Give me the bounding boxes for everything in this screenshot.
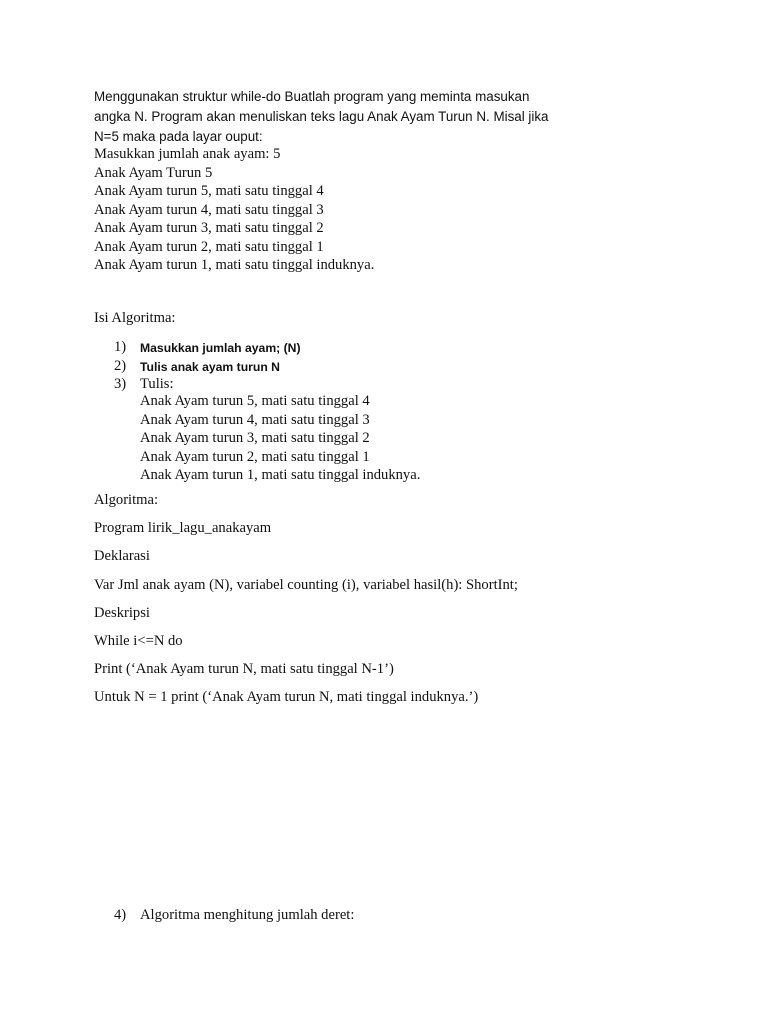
step3-line-1: Anak Ayam turun 5, mati satu tinggal 4 [140, 393, 370, 409]
deklarasi-heading: Deklarasi [94, 548, 150, 564]
deskripsi-heading: Deskripsi [94, 605, 150, 621]
program-line: Program lirik_lagu_anakayam [94, 520, 272, 536]
output-line-1: Masukkan jumlah anak ayam: 5 [94, 146, 281, 162]
list-number: 4) [114, 907, 127, 923]
list-number: 3) [114, 376, 127, 392]
list-item-text: Tulis: [140, 376, 174, 392]
step3-line-2: Anak Ayam turun 4, mati satu tinggal 3 [140, 411, 370, 428]
output-line-3: Anak Ayam turun 5, mati satu tinggal 4 [94, 183, 324, 199]
list-item-text: Masukkan jumlah ayam; (N) [140, 341, 301, 355]
step3-line-3: Anak Ayam turun 3, mati satu tinggal 2 [140, 430, 370, 446]
isi-algoritma-heading: Isi Algoritma: [94, 310, 176, 326]
list-item-text: Algoritma menghitung jumlah deret: [140, 907, 355, 923]
intro-paragraph [94, 87, 614, 147]
intro-line-1: Menggunakan struktur while-do Buatlah program yang meminta masukan [94, 89, 530, 104]
example-output [94, 145, 374, 275]
output-line-7: Anak Ayam turun 1, mati satu tinggal induknya. [94, 257, 375, 273]
untuk-line: Untuk N = 1 print (‘Anak Ayam turun N, mati tinggal induknya.’) [94, 689, 479, 705]
print-line: Print (‘Anak Ayam turun N, mati satu tinggal N-1’) [94, 661, 394, 677]
output-line-5: Anak Ayam turun 3, mati satu tinggal 2 [94, 220, 324, 236]
output-line-2: Anak Ayam Turun 5 [94, 164, 213, 181]
intro-line-3: N=5 maka pada layar ouput: [94, 129, 263, 144]
intro-line-2: angka N. Program akan menuliskan teks lagu Anak Ayam Turun N. Misal jika [94, 109, 549, 124]
step3-line-5: Anak Ayam turun 1, mati satu tinggal induknya. [140, 467, 421, 483]
while-line: While i<=N do [94, 633, 183, 649]
list-item-text: Tulis anak ayam turun N [140, 359, 280, 374]
step3-line-4: Anak Ayam turun 2, mati satu tinggal 1 [140, 448, 370, 465]
algoritma-heading: Algoritma: [94, 492, 159, 508]
list-number: 2) [114, 357, 127, 374]
step3-lines [140, 392, 420, 485]
list-number: 1) [114, 339, 127, 355]
output-line-4: Anak Ayam turun 4, mati satu tinggal 3 [94, 201, 324, 218]
output-line-6: Anak Ayam turun 2, mati satu tinggal 1 [94, 238, 324, 255]
var-line: Var Jml anak ayam (N), variabel counting (i), variabel hasil(h): ShortInt; [94, 577, 518, 593]
